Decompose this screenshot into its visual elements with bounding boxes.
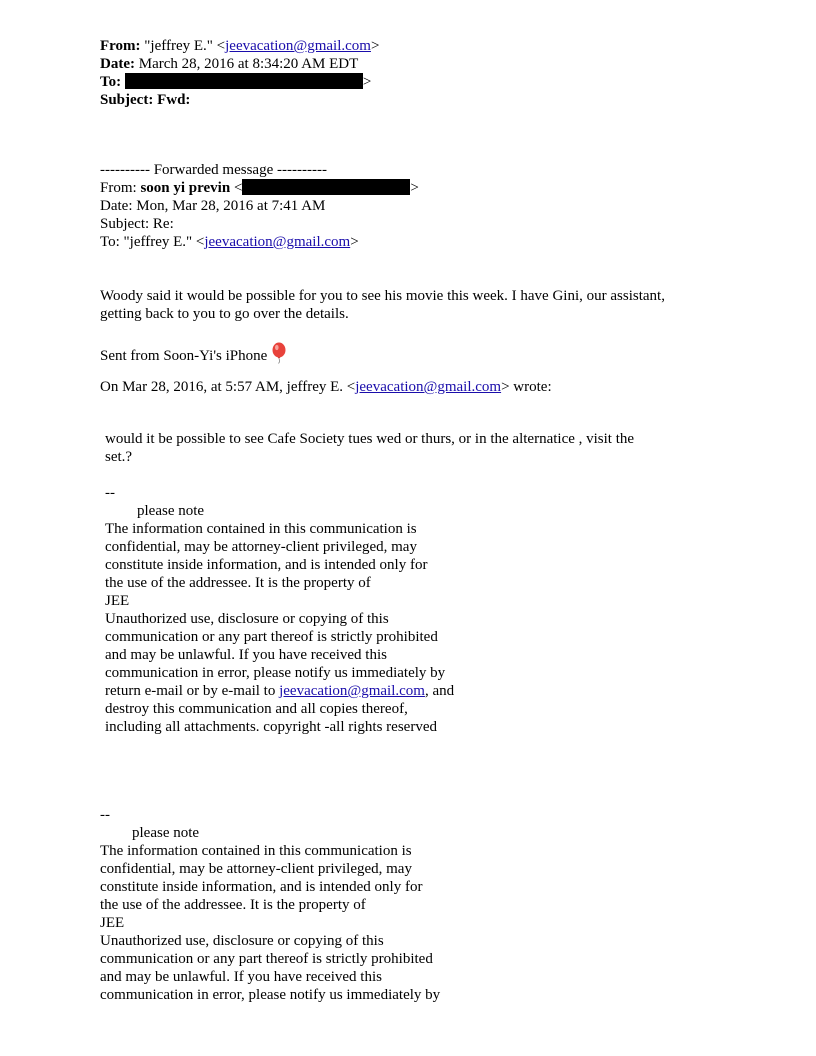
date-value: March 28, 2016 at 8:34:20 AM EDT [138,56,359,72]
footer-sig-dashes: -- [100,807,110,823]
footer-disclaimer-line: JEE [100,915,125,931]
quoted-disclaimer-line: communication or any part thereof is strictly prohibited [105,629,438,645]
quoted-please-note: please note [137,503,205,519]
footer-disclaimer-line: communication or any part thereof is strictly prohibited [100,951,433,967]
forwarded-from [100,179,419,197]
to-redaction [125,73,363,89]
footer-disclaimer-line: the use of the addressee. It is the property of [100,897,366,913]
quoted-closing-line: destroy this communication and all copies thereof, [105,701,408,717]
reply-signature [100,342,287,369]
date-label: Date: [100,56,135,72]
subject-label: Subject: [100,92,154,108]
fwd-from-label: From: [100,180,137,196]
quoted-disclaimer-line: constitute inside information, and is intended only for [105,557,428,573]
quoted-disclaimer-line: the use of the addressee. It is the property of [105,575,371,591]
footer-disclaimer-line: Unauthorized use, disclosure or copying of this [100,933,384,949]
return-suffix: , and [424,683,455,699]
quoted-disclaimer-line: confidential, may be attorney-client privileged, may [105,539,417,555]
forwarded-subject: Subject: Re: [100,216,174,232]
quoted-disclaimer-line: Unauthorized use, disclosure or copying of this [105,611,389,627]
forwarded-to [100,233,359,251]
quoted-line: would it be possible to see Cafe Society tues wed or thurs, or in the alternatice , visit the [105,431,635,447]
quoted-sig-dashes: -- [105,485,115,501]
reply-line: Woody said it would be possible for you to see his movie this week. I have Gini, our assistant, [100,288,665,304]
footer-disclaimer-line: and may be unlawful. If you have received this [100,969,382,985]
fwd-from-close: > [410,180,419,196]
quote-prefix: On Mar 28, 2016, at 5:57 AM, jeffrey E. < [100,379,356,395]
return-prefix: return e-mail or by e-mail to [105,683,280,699]
from-label: From: [100,38,141,54]
from-name: "jeffrey E." < [144,38,226,54]
fwd-to-close: > [350,234,359,250]
header-date [100,55,358,73]
forwarded-divider: ---------- Forwarded message ---------- [100,162,327,178]
fwd-from-open: < [233,180,243,196]
forwarded-date: Date: Mon, Mar 28, 2016 at 7:41 AM [100,198,326,214]
to-close: > [362,74,372,90]
quoted-disclaimer-line: and may be unlawful. If you have received this [105,647,387,663]
quoted-disclaimer-line: The information contained in this communication is [105,521,417,537]
header-subject [100,91,190,109]
signature-text: Sent from Soon-Yi's iPhone [100,348,268,364]
header-to [100,73,371,91]
to-label: To: [100,74,122,90]
fwd-to-prefix: To: "jeffrey E." < [100,234,205,250]
return-email-link[interactable]: jeevacation@gmail.com [279,683,425,699]
footer-please-note: please note [132,825,200,841]
quoted-line: set.? [105,449,133,465]
header-from [100,37,379,55]
balloon-icon [271,342,287,369]
quote-attribution [100,378,552,396]
fwd-from-redaction [242,179,410,195]
reply-line: getting back to you to go over the details. [100,306,349,322]
quote-email-link[interactable]: jeevacation@gmail.com [355,379,502,395]
footer-disclaimer-line: confidential, may be attorney-client privileged, may [100,861,412,877]
footer-disclaimer-line: constitute inside information, and is intended only for [100,879,423,895]
quoted-disclaimer-line: communication in error, please notify us immediately by [105,665,446,681]
footer-disclaimer-line: The information contained in this communication is [100,843,412,859]
quoted-closing-line: including all attachments. copyright -all rights reserved [105,719,437,735]
subject-value: Fwd: [157,92,191,108]
fwd-from-name: soon yi previn [140,180,231,196]
quoted-return-line [105,682,454,700]
from-close: > [370,38,380,54]
quote-suffix: > wrote: [501,379,552,395]
fwd-to-email-link[interactable]: jeevacation@gmail.com [204,234,351,250]
quoted-disclaimer-line: JEE [105,593,130,609]
footer-disclaimer-line: communication in error, please notify us immediately by [100,987,441,1003]
from-email-link[interactable]: jeevacation@gmail.com [225,38,371,54]
